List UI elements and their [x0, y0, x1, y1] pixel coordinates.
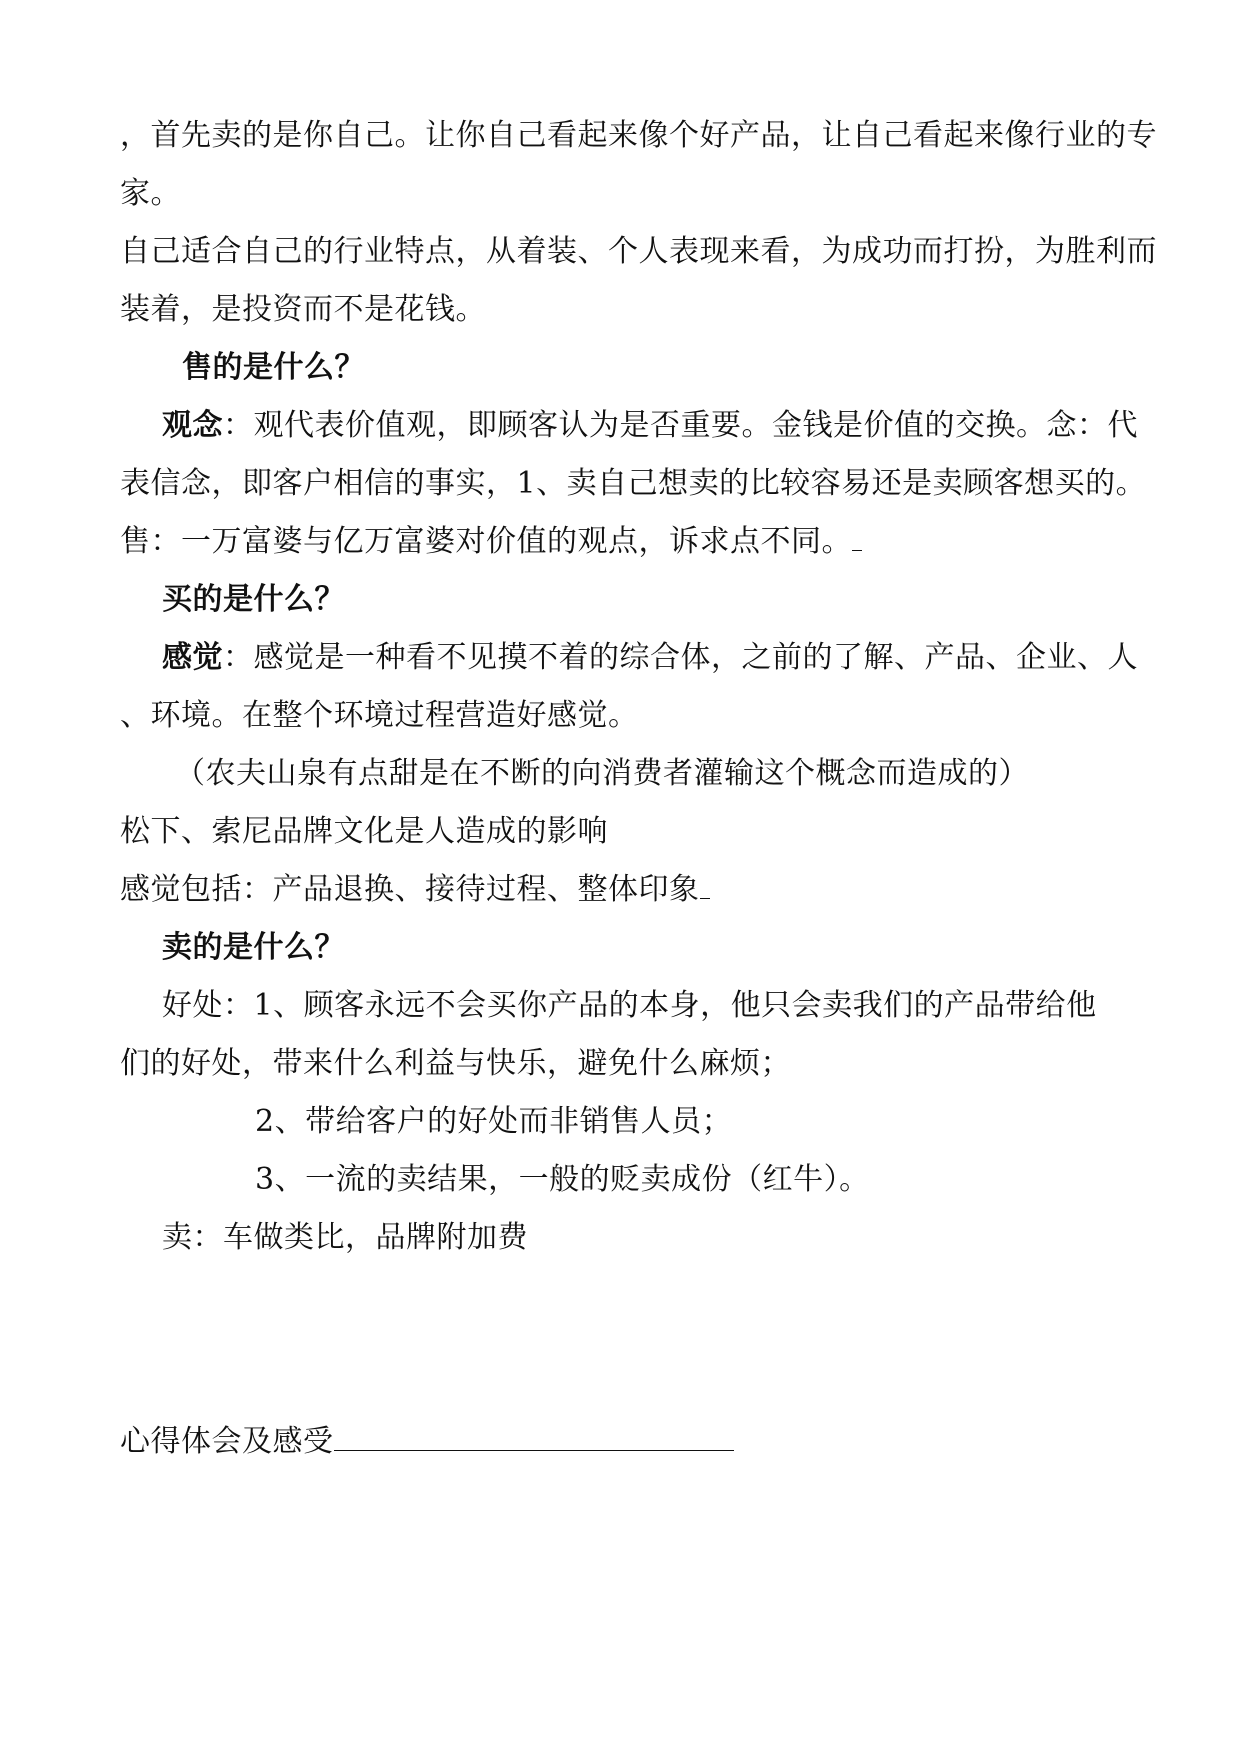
paragraph-text: 感觉包括：产品退换、接待过程、整体印象 [120, 872, 700, 907]
paragraph-line [120, 870, 1130, 910]
reflection-line [120, 1420, 1130, 1462]
paragraph-line: 自己适合自己的行业特点，从着装、个人表现来看，为成功而打扮，为胜利而 [120, 234, 1157, 269]
paragraph-line [162, 638, 1172, 678]
paragraph-line: 好处：1、顾客永远不会买你产品的本身，他只会卖我们的产品带给他 [162, 988, 1097, 1023]
paragraph-text: ：观代表价值观，即顾客认为是否重要。金钱是价值的交换。念：代 [223, 408, 1138, 443]
paragraph-line [120, 522, 1130, 562]
paragraph-line: ，首先卖的是你自己。让你自己看起来像个好产品，让自己看起来像行业的专 [120, 118, 1157, 153]
paragraph-line: 们的好处，带来什么利益与快乐，避免什么麻烦； [120, 1046, 791, 1081]
reflection-blank [334, 1420, 734, 1451]
paragraph-line: 表信念，即客户相信的事实，1、卖自己想卖的比较容易还是卖顾客想买的。 [120, 466, 1147, 501]
paragraph-line: 卖：车做类比，品牌附加费 [162, 1220, 528, 1255]
paragraph-text: 售：一万富婆与亿万富婆对价值的观点，诉求点不同。 [120, 524, 852, 559]
paragraph-line: 3、一流的卖结果，一般的贬卖成份（红牛）。 [255, 1162, 870, 1197]
section-heading-sell-benefit: 卖的是什么？ [162, 930, 345, 965]
paragraph-line [162, 406, 1172, 446]
paragraph-line: （农夫山泉有点甜是在不断的向消费者灌输这个概念而造成的） [175, 756, 1029, 791]
term-concept: 观念 [162, 408, 223, 443]
term-feeling: 感觉 [162, 640, 223, 675]
section-heading-sell: 售的是什么？ [182, 350, 365, 385]
paragraph-line: 松下、索尼品牌文化是人造成的影响 [120, 814, 608, 849]
paragraph-line: 2、带给客户的好处而非销售人员； [255, 1104, 733, 1139]
paragraph-text: ：感觉是一种看不见摸不着的综合体，之前的了解、产品、企业、人 [223, 640, 1138, 675]
paragraph-line: 家。 [120, 176, 181, 211]
underline-blank [852, 524, 862, 551]
paragraph-line: 装着，是投资而不是花钱。 [120, 292, 486, 327]
paragraph-line: 、环境。在整个环境过程营造好感觉。 [120, 698, 639, 733]
underline-blank [700, 872, 710, 899]
reflection-label: 心得体会及感受 [120, 1424, 334, 1459]
section-heading-buy: 买的是什么？ [162, 582, 345, 617]
